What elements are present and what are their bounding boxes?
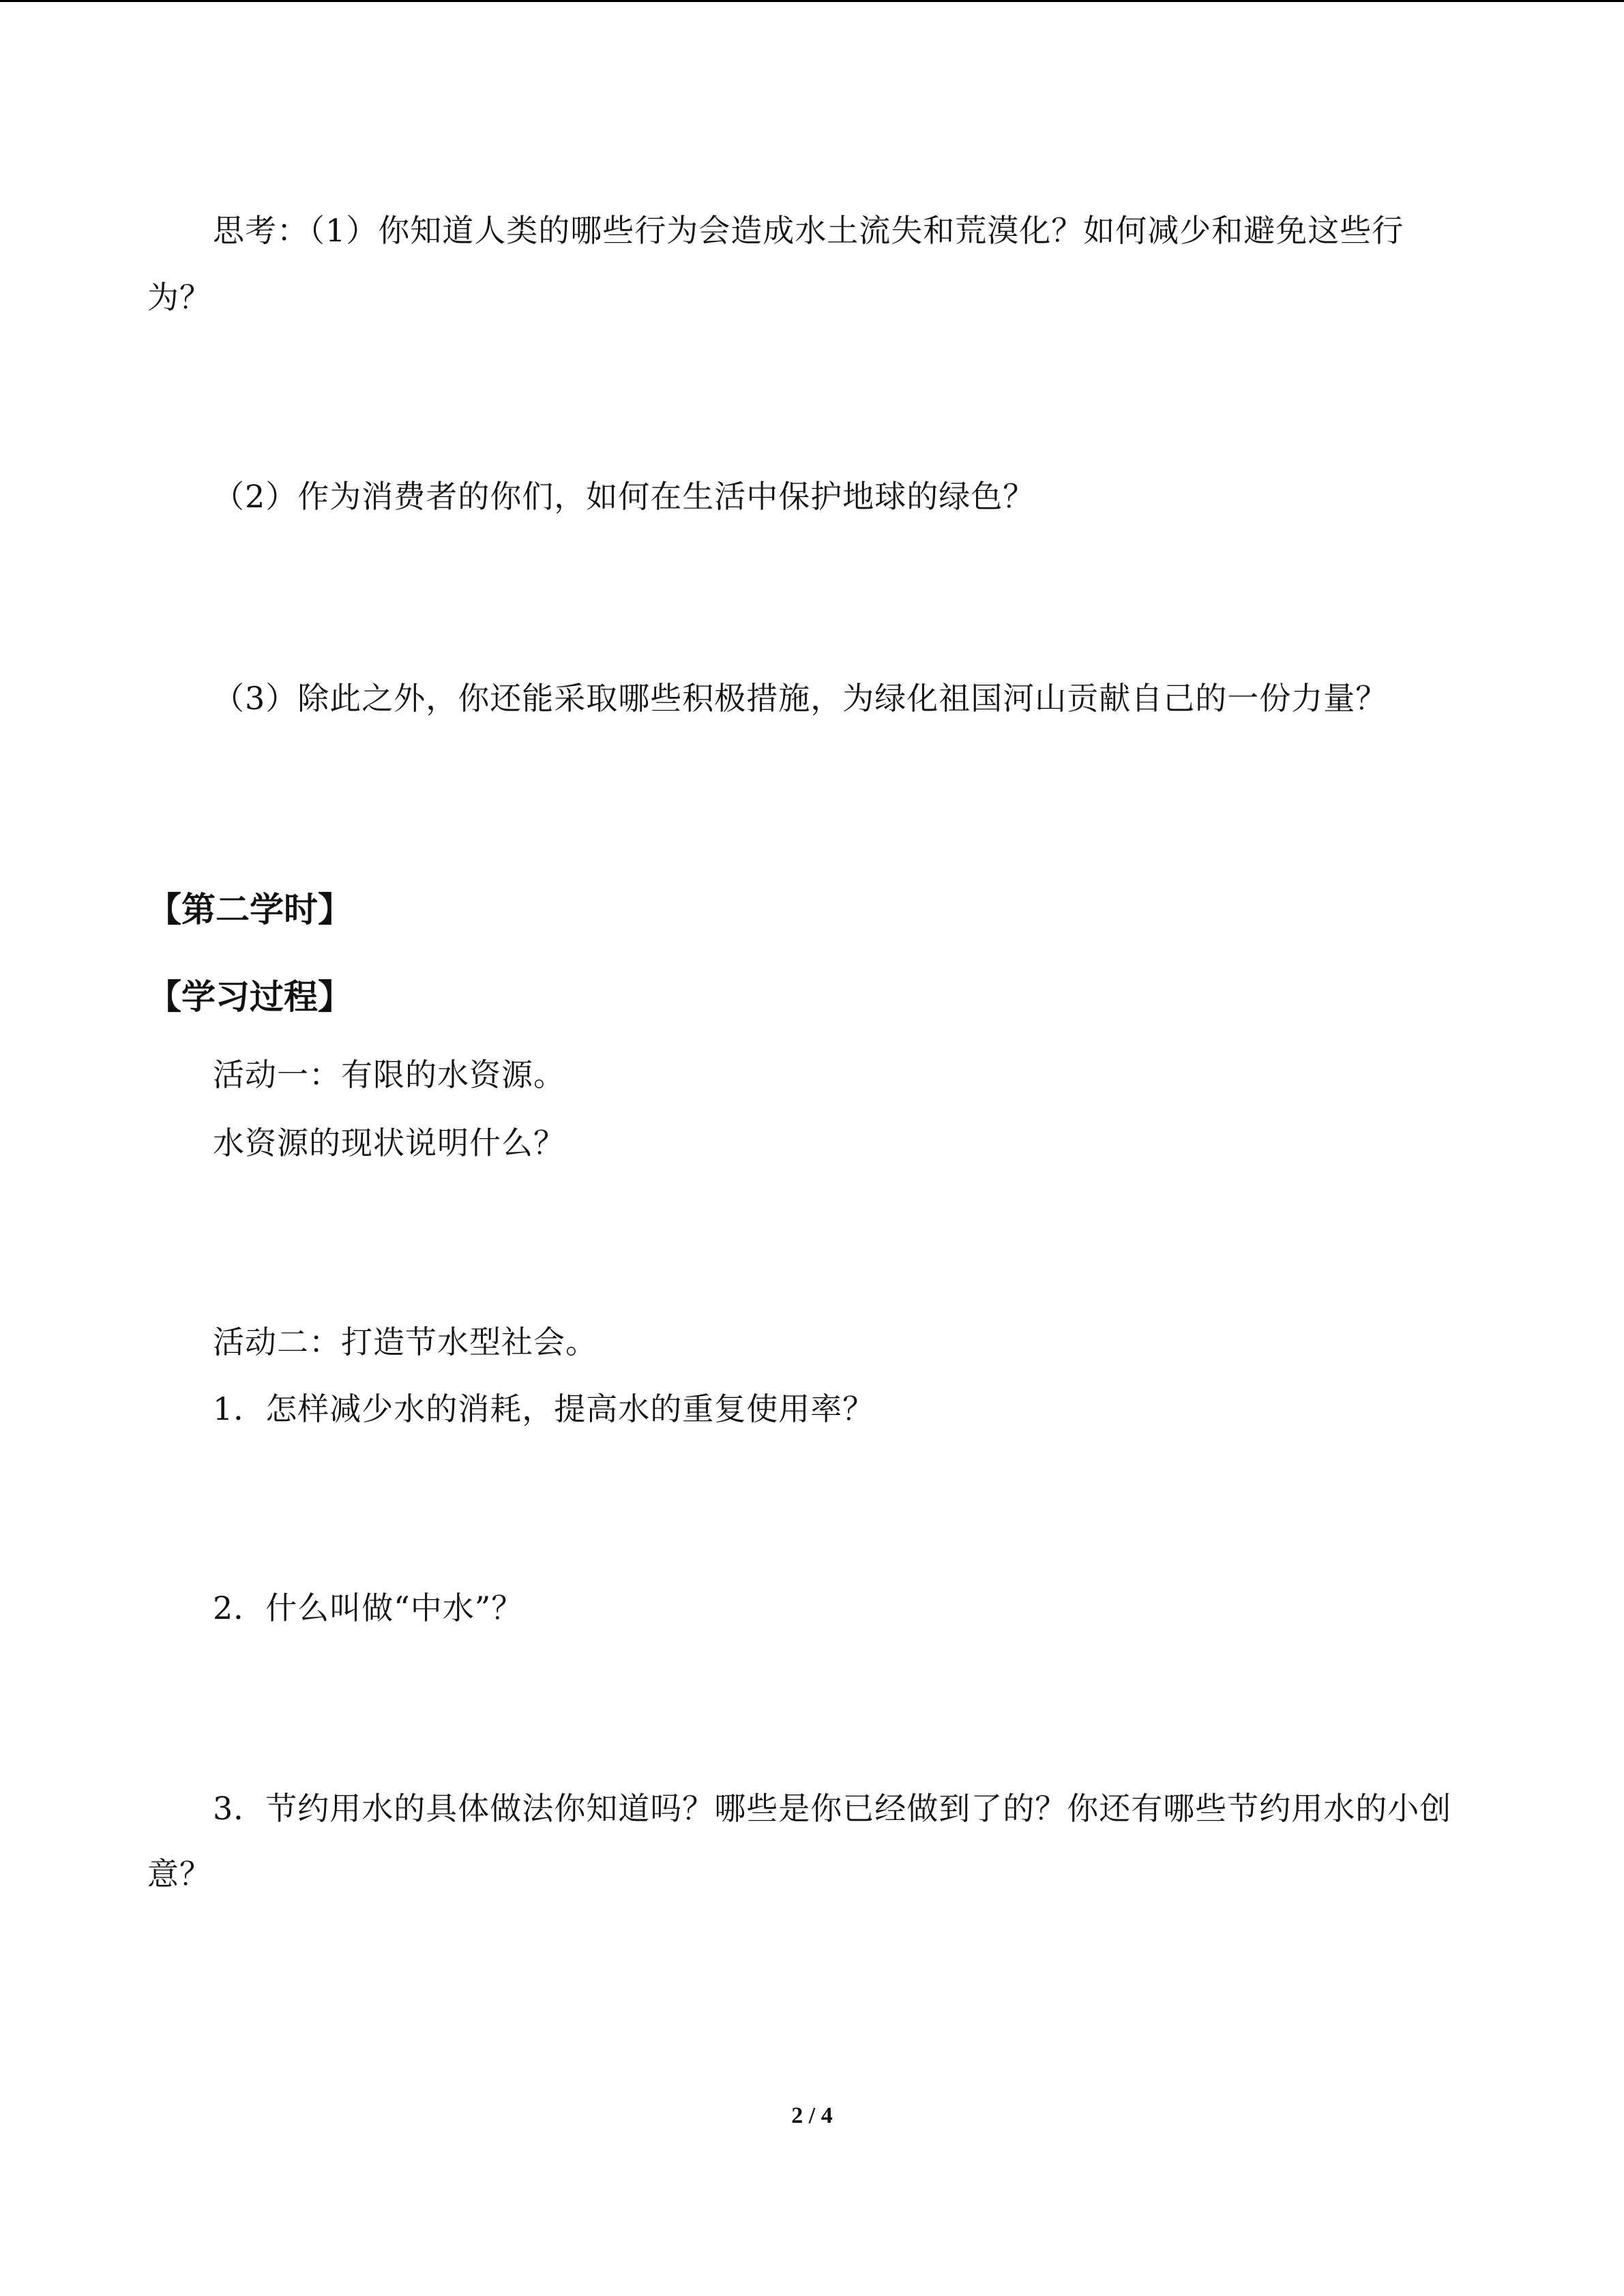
activity-2-question-2: 2．什么叫做“中水”？ <box>213 1590 524 1626</box>
think-question-1-line-1: 思考：（1）你知道人类的哪些行为会造成水土流失和荒漠化？如何减少和避免这些行 <box>213 212 1404 249</box>
activity-1-title: 活动一：有限的水资源。 <box>213 1056 565 1093</box>
activity-2-question-1: 1．怎样减少水的消耗，提高水的重复使用率？ <box>213 1390 875 1427</box>
section-heading-learning-process: 【学习过程】 <box>147 977 352 1017</box>
page-number: 2 / 4 <box>791 2103 833 2128</box>
page-top-border <box>0 0 1624 2</box>
think-question-2: （2）作为消费者的你们，如何在生活中保护地球的绿色？ <box>213 478 1035 515</box>
think-question-3: （3）除此之外，你还能采取哪些积极措施，为绿化祖国河山贡献自己的一份力量？ <box>213 680 1388 717</box>
section-heading-second-period: 【第二学时】 <box>147 890 352 929</box>
activity-2-question-3-line-1: 3．节约用水的具体做法你知道吗？哪些是你已经做到了的？你还有哪些节约用水的小创 <box>213 1790 1452 1827</box>
activity-1-question: 水资源的现状说明什么？ <box>213 1124 565 1161</box>
think-question-1-line-2: 为？ <box>147 279 211 316</box>
activity-2-question-3-line-2: 意？ <box>147 1855 211 1892</box>
activity-2-title: 活动二：打造节水型社会。 <box>213 1324 597 1360</box>
